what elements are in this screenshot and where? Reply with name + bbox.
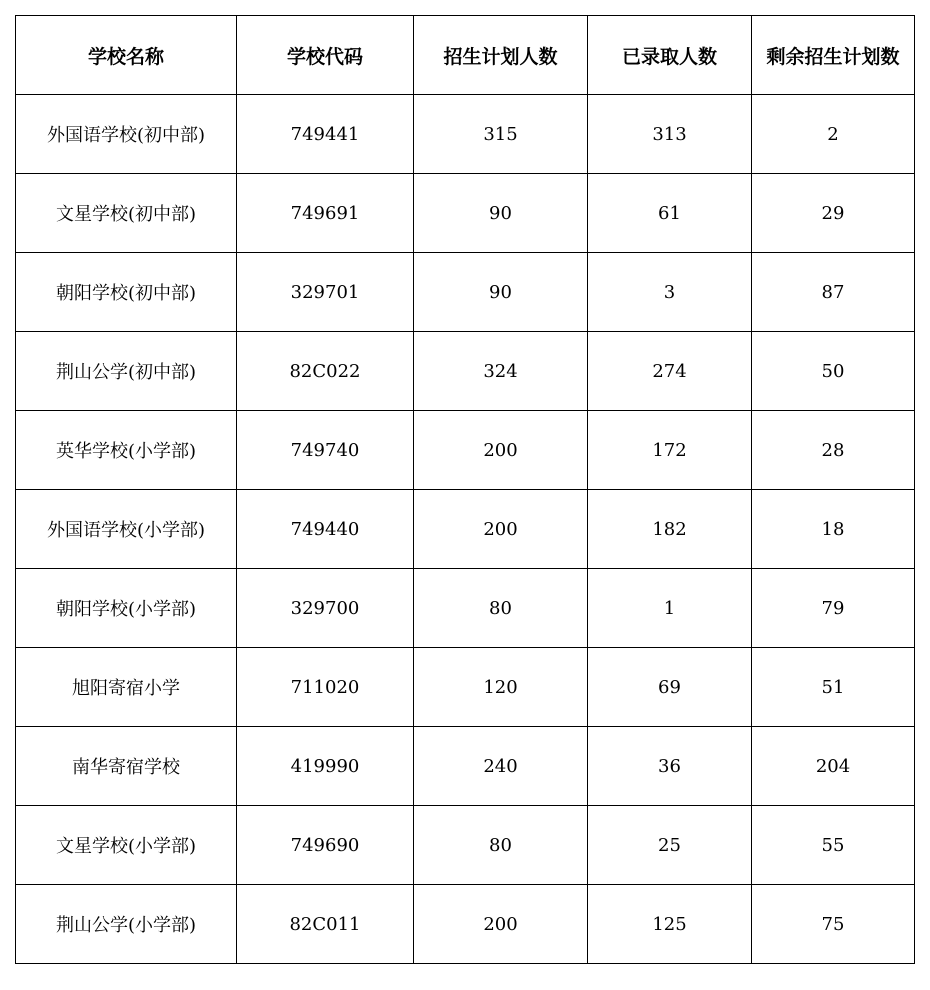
enrollment-plan-cell: 200 [414,411,588,490]
school-name-cell: 南华寄宿学校 [16,727,237,806]
admitted-cell: 61 [588,174,752,253]
school-name-cell: 朝阳学校(小学部) [16,569,237,648]
enrollment-plan-cell: 90 [414,174,588,253]
admitted-cell: 3 [588,253,752,332]
enrollment-plan-cell: 200 [414,885,588,964]
remaining-plan-cell: 204 [752,727,915,806]
admitted-cell: 182 [588,490,752,569]
remaining-plan-cell: 29 [752,174,915,253]
school-name-cell: 英华学校(小学部) [16,411,237,490]
table-row [16,806,915,885]
table-row [16,95,915,174]
table-row [16,490,915,569]
remaining-plan-cell: 2 [752,95,915,174]
remaining-plan-cell: 28 [752,411,915,490]
admitted-cell: 172 [588,411,752,490]
table-row [16,411,915,490]
enrollment-plan-cell: 90 [414,253,588,332]
school-code-cell: 419990 [237,727,414,806]
enrollment-plan-cell: 80 [414,806,588,885]
header-enrollment-plan: 招生计划人数 [414,16,588,95]
enrollment-plan-cell: 120 [414,648,588,727]
header-admitted: 已录取人数 [588,16,752,95]
enrollment-plan-cell: 240 [414,727,588,806]
school-code-cell: 329701 [237,253,414,332]
remaining-plan-cell: 51 [752,648,915,727]
table-row [16,253,915,332]
enrollment-plan-cell: 315 [414,95,588,174]
table-row [16,648,915,727]
school-name-cell: 外国语学校(小学部) [16,490,237,569]
table-header [16,16,915,95]
school-code-cell: 749441 [237,95,414,174]
school-code-cell: 82C022 [237,332,414,411]
enrollment-plan-cell: 200 [414,490,588,569]
header-row [16,16,915,95]
school-name-cell: 文星学校(小学部) [16,806,237,885]
school-code-cell: 749440 [237,490,414,569]
admitted-cell: 36 [588,727,752,806]
admitted-cell: 313 [588,95,752,174]
school-code-cell: 749690 [237,806,414,885]
table-row [16,727,915,806]
header-remaining-plan: 剩余招生计划数 [752,16,915,95]
admitted-cell: 25 [588,806,752,885]
remaining-plan-cell: 55 [752,806,915,885]
school-code-cell: 711020 [237,648,414,727]
remaining-plan-cell: 50 [752,332,915,411]
school-code-cell: 82C011 [237,885,414,964]
table-row [16,174,915,253]
school-code-cell: 749740 [237,411,414,490]
admitted-cell: 125 [588,885,752,964]
remaining-plan-cell: 79 [752,569,915,648]
header-school-code: 学校代码 [237,16,414,95]
admitted-cell: 1 [588,569,752,648]
table-row [16,569,915,648]
admitted-cell: 274 [588,332,752,411]
table-body [16,95,915,964]
school-name-cell: 旭阳寄宿小学 [16,648,237,727]
table-row [16,332,915,411]
school-code-cell: 329700 [237,569,414,648]
school-name-cell: 朝阳学校(初中部) [16,253,237,332]
school-name-cell: 荆山公学(小学部) [16,885,237,964]
remaining-plan-cell: 18 [752,490,915,569]
table-row [16,885,915,964]
school-name-cell: 外国语学校(初中部) [16,95,237,174]
enrollment-plan-cell: 80 [414,569,588,648]
admitted-cell: 69 [588,648,752,727]
remaining-plan-cell: 75 [752,885,915,964]
header-school-name: 学校名称 [16,16,237,95]
school-name-cell: 文星学校(初中部) [16,174,237,253]
school-code-cell: 749691 [237,174,414,253]
school-name-cell: 荆山公学(初中部) [16,332,237,411]
remaining-plan-cell: 87 [752,253,915,332]
enrollment-plan-cell: 324 [414,332,588,411]
admissions-table [15,15,915,964]
